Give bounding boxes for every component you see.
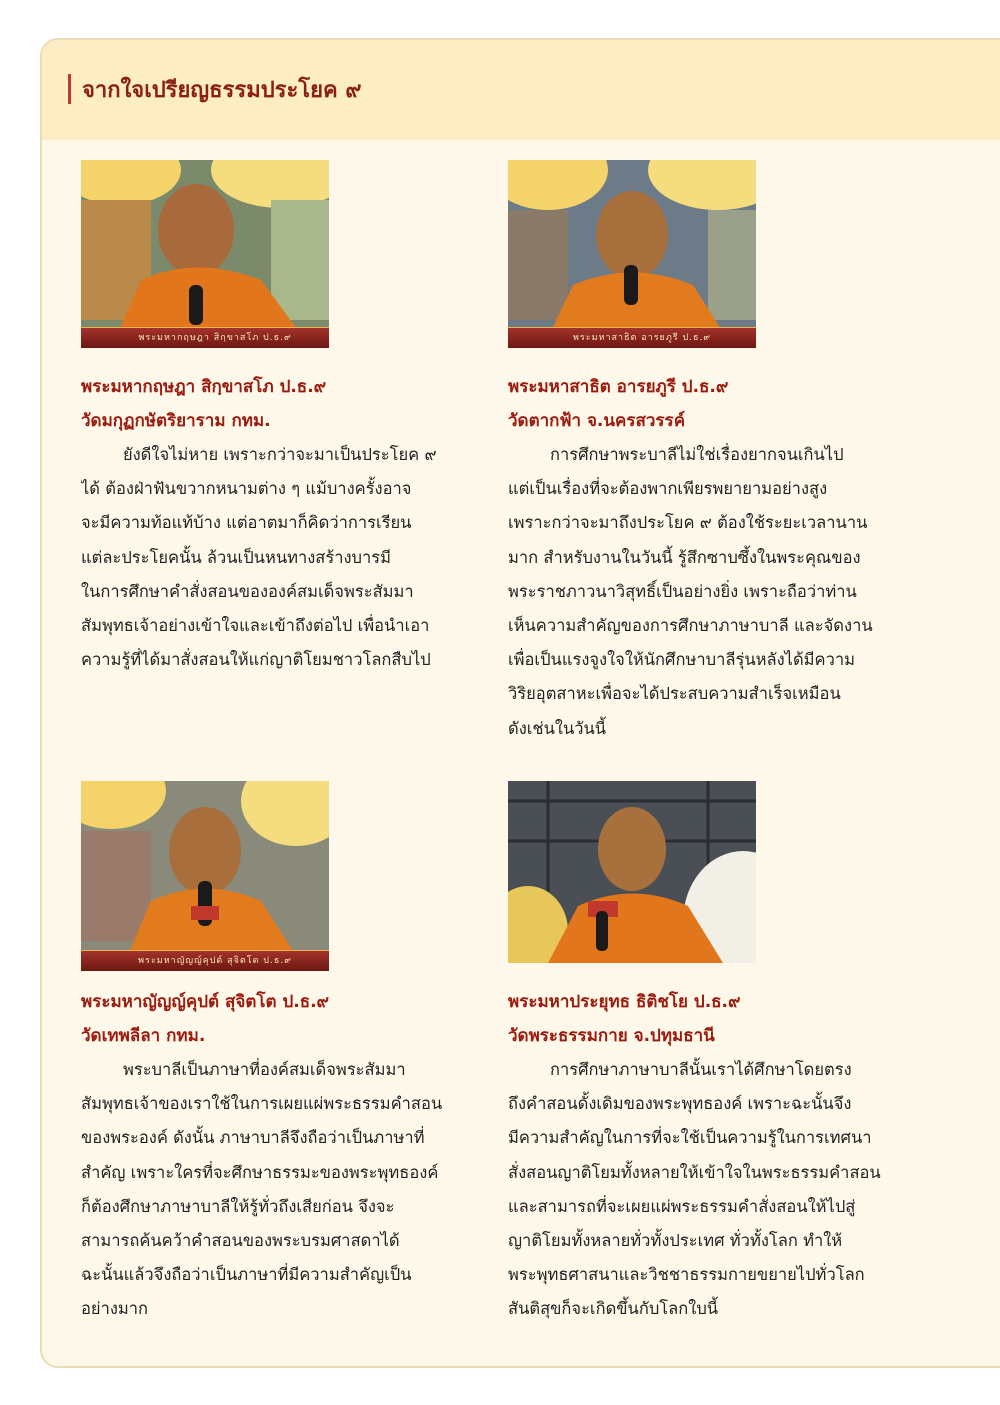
monk-name: พระมหาสาธิต อารยภูรี ป.ธ.๙ วัดตากฟ้า จ.นครสวรรค์ <box>508 370 908 438</box>
quote-text: ยังดีใจไม่หาย เพราะกว่าจะมาเป็นประโยค ๙ ได้ ต้องฝ่าฟันขวากหนามต่าง ๆ แม้บางครั้งอาจ จะมีความท้อแท้บ้าง แต่อาตมาก็คิดว่าการเรียน แต่ละประโยคนั้น ล้วนเป็นหนทางสร้างบารมี ในการศึกษาคำสั่งสอนขององค์สมเด็จพระสัมมา สัมพุทธเจ้าอย่างเข้าใจและเข้าถึงต่อไป เพื่อนำเอา ความรู้ที่ได้มาสั่งสอนให้แก่ญาติโยมชาวโลกสืบไป <box>81 445 437 670</box>
temple-name: วัดตากฟ้า จ.นครสวรรค์ <box>508 411 686 431</box>
monk-photo-1 <box>81 160 329 348</box>
monk-portrait-image <box>81 781 329 971</box>
monk-portrait-image <box>508 160 756 348</box>
monk-photo-2 <box>508 160 756 348</box>
monk-portrait-image <box>81 160 329 348</box>
monk-entry-4 <box>508 781 908 1327</box>
monk-name: พระมหาประยุทธ ธิติชโย ป.ธ.๙ วัดพระธรรมกาย จ.ปทุมธานี <box>508 985 908 1053</box>
temple-name: วัดมกุฏกษัตริยาราม กทม. <box>81 411 271 431</box>
monk-name: พระมหากฤษฎา สิกฺขาสโภ ป.ธ.๙ วัดมกุฏกษัตริยาราม กทม. <box>81 370 481 438</box>
page-title: จากใจเปรียญธรรมประโยค ๙ <box>82 78 362 103</box>
quote-text: การศึกษาภาษาบาลีนั้นเราได้ศึกษาโดยตรง ถึงคำสอนดั้งเดิมของพระพุทธองค์ เพราะฉะนั้นจึง มีความสำคัญในการที่จะใช้เป็นความรู้ในการเทศนา สั่งสอนญาติโยมทั้งหลายให้เข้าใจในพระธรรมคำสอน และสามารถที่จะเผยแผ่พระธรรมคำสั่งสอนให้ไปสู่ ญาติโยมทั้งหลายทั่วทั้งประเทศ ทั่วทั้งโลก ทำให้ พระพุทธศาสนาและวิชชาธรรมกายขยายไปทั่วโลก สันติสุขก็จะเกิดขึ้นกับโลกใบนี้ <box>508 1060 881 1319</box>
photo-caption: พระมหาญัญญ์คุปต์ สุจิตโต ป.ธ.๙ <box>138 956 292 966</box>
monk-entry-2 <box>508 160 908 746</box>
temple-name: วัดเทพลีลา กทม. <box>81 1026 206 1046</box>
monk-entry-1 <box>81 160 481 677</box>
header-accent-bar <box>68 74 71 104</box>
quote-text: พระบาลีเป็นภาษาที่องค์สมเด็จพระสัมมา สัมพุทธเจ้าของเราใช้ในการเผยแผ่พระธรรมคำสอน ของพระองค์ ดังนั้น ภาษาบาลีจึงถือว่าเป็นภาษาที่ สำคัญ เพราะใครที่จะศึกษาธรรมะของพระพุทธองค์ ก็ต้องศึกษาภาษาบาลีให้รู้ทั่วถึงเสียก่อน จึงจะ สามารถค้นคว้าคำสอนของพระบรมศาสดาได้ ฉะนั้นแล้วจึงถือว่าเป็นภาษาที่มีความสำคัญเป็น อย่างมาก <box>81 1060 443 1319</box>
photo-caption: พระมหากฤษฎา สิกฺขาสโภ ป.ธ.๙ <box>138 333 292 343</box>
monk-entry-3 <box>81 781 481 1327</box>
monk-portrait-image <box>508 781 756 963</box>
photo-caption: พระมหาสาธิต อารยภูรี ป.ธ.๙ <box>573 333 711 343</box>
monk-name: พระมหาญัญญ์คุปต์ สุจิตโต ป.ธ.๙ วัดเทพลีลา กทม. <box>81 985 481 1053</box>
quote-text: การศึกษาพระบาลีไม่ใช่เรื่องยากจนเกินไป แต่เป็นเรื่องที่จะต้องพากเพียรพยายามอย่างสูง เพราะกว่าจะมาถึงประโยค ๙ ต้องใช้ระยะเวลานาน มาก สำหรับงานในวันนี้ รู้สึกซาบซึ้งในพระคุณของ พระราชภาวนาวิสุทธิ์เป็นอย่างยิ่ง เพราะถือว่าท่าน เห็นความสำคัญของการศึกษาภาษาบาลี และจัดงาน เพื่อเป็นแรงจูงใจให้นักศึกษาบาลีรุ่นหลังได้มีความ วิริยอุตสาหะเพื่อจะได้ประสบความสำเร็จเหมือน ดังเช่นในวันนี้ <box>508 445 873 738</box>
temple-name: วัดพระธรรมกาย จ.ปทุมธานี <box>508 1026 715 1046</box>
monk-photo-3 <box>81 781 329 971</box>
monk-photo-4 <box>508 781 756 963</box>
